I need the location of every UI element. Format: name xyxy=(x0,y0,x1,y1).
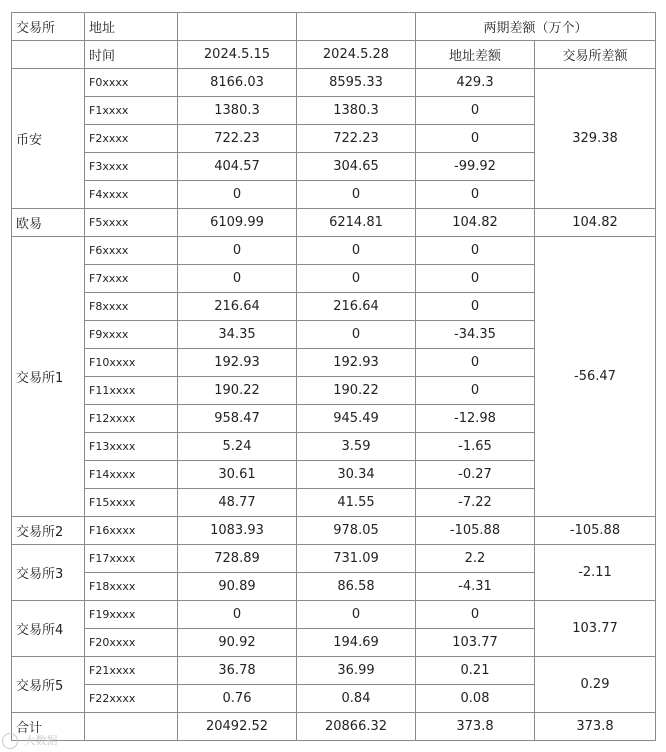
exchange-diff-cell: -2.11 xyxy=(535,545,656,601)
watermark-text: 大数据 xyxy=(24,734,58,747)
address-cell: F8xxxx xyxy=(85,293,178,321)
value-date-1-cell: 192.93 xyxy=(178,349,297,377)
exchange-name-cell: 交易所3 xyxy=(12,545,85,601)
value-date-1-cell: 190.22 xyxy=(178,377,297,405)
header-exchange-diff: 交易所差额 xyxy=(535,41,656,69)
exchange-name-cell: 交易所2 xyxy=(12,517,85,545)
address-cell: F20xxxx xyxy=(85,629,178,657)
address-cell: F5xxxx xyxy=(85,209,178,237)
address-diff-cell: -0.27 xyxy=(416,461,535,489)
value-date-1-cell: 6109.99 xyxy=(178,209,297,237)
table-row xyxy=(12,69,656,97)
value-date-2-cell: 0.84 xyxy=(297,685,416,713)
address-cell: F9xxxx xyxy=(85,321,178,349)
value-date-2-cell: 0 xyxy=(297,321,416,349)
watermark-logo-icon xyxy=(2,733,18,749)
address-cell: F12xxxx xyxy=(85,405,178,433)
address-cell: F13xxxx xyxy=(85,433,178,461)
header-empty-1 xyxy=(178,13,297,41)
address-cell: F2xxxx xyxy=(85,125,178,153)
value-date-1-cell: 30.61 xyxy=(178,461,297,489)
value-date-1-cell: 404.57 xyxy=(178,153,297,181)
value-date-1-cell: 90.89 xyxy=(178,573,297,601)
header-row-1 xyxy=(12,13,656,41)
value-date-2-cell: 1380.3 xyxy=(297,97,416,125)
header-address-diff: 地址差额 xyxy=(416,41,535,69)
address-cell: F18xxxx xyxy=(85,573,178,601)
address-diff-cell: 0 xyxy=(416,237,535,265)
exchange-name-cell: 交易所1 xyxy=(12,237,85,517)
value-date-1-cell: 0 xyxy=(178,601,297,629)
header-address: 地址 xyxy=(85,13,178,41)
total-label: 合计 xyxy=(12,713,85,741)
exchange-diff-cell: -105.88 xyxy=(535,517,656,545)
watermark xyxy=(2,732,58,749)
value-date-1-cell: 216.64 xyxy=(178,293,297,321)
address-cell: F6xxxx xyxy=(85,237,178,265)
table-body xyxy=(12,69,656,713)
address-diff-cell: -4.31 xyxy=(416,573,535,601)
address-cell: F1xxxx xyxy=(85,97,178,125)
address-diff-cell: 2.2 xyxy=(416,545,535,573)
header-row-2 xyxy=(12,41,656,69)
total-exchange-diff: 373.8 xyxy=(535,713,656,741)
value-date-2-cell: 722.23 xyxy=(297,125,416,153)
value-date-2-cell: 3.59 xyxy=(297,433,416,461)
address-diff-cell: 103.77 xyxy=(416,629,535,657)
address-diff-cell: -12.98 xyxy=(416,405,535,433)
address-diff-cell: 0 xyxy=(416,97,535,125)
exchange-balance-table xyxy=(11,12,656,741)
address-cell: F4xxxx xyxy=(85,181,178,209)
address-cell: F0xxxx xyxy=(85,69,178,97)
address-cell: F10xxxx xyxy=(85,349,178,377)
address-cell: F19xxxx xyxy=(85,601,178,629)
address-diff-cell: -105.88 xyxy=(416,517,535,545)
header-empty-2 xyxy=(297,13,416,41)
value-date-2-cell: 731.09 xyxy=(297,545,416,573)
header-empty-3 xyxy=(12,41,85,69)
header-exchange: 交易所 xyxy=(12,13,85,41)
table-row xyxy=(12,545,656,573)
value-date-2-cell: 6214.81 xyxy=(297,209,416,237)
address-diff-cell: -34.35 xyxy=(416,321,535,349)
address-diff-cell: 0 xyxy=(416,293,535,321)
address-diff-cell: 0 xyxy=(416,349,535,377)
value-date-1-cell: 0 xyxy=(178,237,297,265)
header-date-1: 2024.5.15 xyxy=(178,41,297,69)
address-cell: F11xxxx xyxy=(85,377,178,405)
exchange-name-cell: 交易所4 xyxy=(12,601,85,657)
value-date-1-cell: 1380.3 xyxy=(178,97,297,125)
value-date-2-cell: 0 xyxy=(297,237,416,265)
value-date-2-cell: 8595.33 xyxy=(297,69,416,97)
value-date-1-cell: 1083.93 xyxy=(178,517,297,545)
header-diff-group: 两期差额（万个） xyxy=(416,13,656,41)
table-row xyxy=(12,237,656,265)
address-diff-cell: 0 xyxy=(416,377,535,405)
value-date-1-cell: 722.23 xyxy=(178,125,297,153)
exchange-diff-cell: 103.77 xyxy=(535,601,656,657)
address-diff-cell: 0.21 xyxy=(416,657,535,685)
address-cell: F3xxxx xyxy=(85,153,178,181)
value-date-1-cell: 0 xyxy=(178,181,297,209)
value-date-1-cell: 48.77 xyxy=(178,489,297,517)
address-diff-cell: -99.92 xyxy=(416,153,535,181)
value-date-2-cell: 304.65 xyxy=(297,153,416,181)
address-diff-cell: -7.22 xyxy=(416,489,535,517)
value-date-2-cell: 190.22 xyxy=(297,377,416,405)
value-date-2-cell: 86.58 xyxy=(297,573,416,601)
exchange-diff-cell: 104.82 xyxy=(535,209,656,237)
address-diff-cell: 429.3 xyxy=(416,69,535,97)
value-date-2-cell: 0 xyxy=(297,601,416,629)
total-address-diff: 373.8 xyxy=(416,713,535,741)
header-time: 时间 xyxy=(85,41,178,69)
header-date-2: 2024.5.28 xyxy=(297,41,416,69)
value-date-1-cell: 34.35 xyxy=(178,321,297,349)
value-date-2-cell: 978.05 xyxy=(297,517,416,545)
address-cell: F17xxxx xyxy=(85,545,178,573)
total-value-1: 20492.52 xyxy=(178,713,297,741)
value-date-2-cell: 41.55 xyxy=(297,489,416,517)
address-cell: F16xxxx xyxy=(85,517,178,545)
exchange-name-cell: 币安 xyxy=(12,69,85,209)
exchange-diff-cell: 0.29 xyxy=(535,657,656,713)
value-date-1-cell: 8166.03 xyxy=(178,69,297,97)
address-cell: F21xxxx xyxy=(85,657,178,685)
address-diff-cell: 0 xyxy=(416,181,535,209)
value-date-2-cell: 192.93 xyxy=(297,349,416,377)
value-date-2-cell: 0 xyxy=(297,265,416,293)
table-row xyxy=(12,657,656,685)
table-row xyxy=(12,517,656,545)
address-cell: F7xxxx xyxy=(85,265,178,293)
value-date-2-cell: 30.34 xyxy=(297,461,416,489)
value-date-1-cell: 0 xyxy=(178,265,297,293)
table-row xyxy=(12,601,656,629)
value-date-2-cell: 216.64 xyxy=(297,293,416,321)
address-diff-cell: 0 xyxy=(416,125,535,153)
value-date-1-cell: 958.47 xyxy=(178,405,297,433)
address-cell: F15xxxx xyxy=(85,489,178,517)
total-row xyxy=(12,713,656,741)
total-value-2: 20866.32 xyxy=(297,713,416,741)
address-diff-cell: 0 xyxy=(416,265,535,293)
exchange-name-cell: 欧易 xyxy=(12,209,85,237)
value-date-1-cell: 5.24 xyxy=(178,433,297,461)
address-diff-cell: 104.82 xyxy=(416,209,535,237)
total-empty xyxy=(85,713,178,741)
value-date-1-cell: 90.92 xyxy=(178,629,297,657)
value-date-1-cell: 728.89 xyxy=(178,545,297,573)
value-date-1-cell: 36.78 xyxy=(178,657,297,685)
address-cell: F22xxxx xyxy=(85,685,178,713)
exchange-diff-cell: -56.47 xyxy=(535,237,656,517)
value-date-2-cell: 0 xyxy=(297,181,416,209)
value-date-2-cell: 945.49 xyxy=(297,405,416,433)
exchange-name-cell: 交易所5 xyxy=(12,657,85,713)
address-diff-cell: 0 xyxy=(416,601,535,629)
table-row xyxy=(12,209,656,237)
address-cell: F14xxxx xyxy=(85,461,178,489)
address-diff-cell: 0.08 xyxy=(416,685,535,713)
exchange-diff-cell: 329.38 xyxy=(535,69,656,209)
address-diff-cell: -1.65 xyxy=(416,433,535,461)
value-date-2-cell: 36.99 xyxy=(297,657,416,685)
value-date-1-cell: 0.76 xyxy=(178,685,297,713)
value-date-2-cell: 194.69 xyxy=(297,629,416,657)
